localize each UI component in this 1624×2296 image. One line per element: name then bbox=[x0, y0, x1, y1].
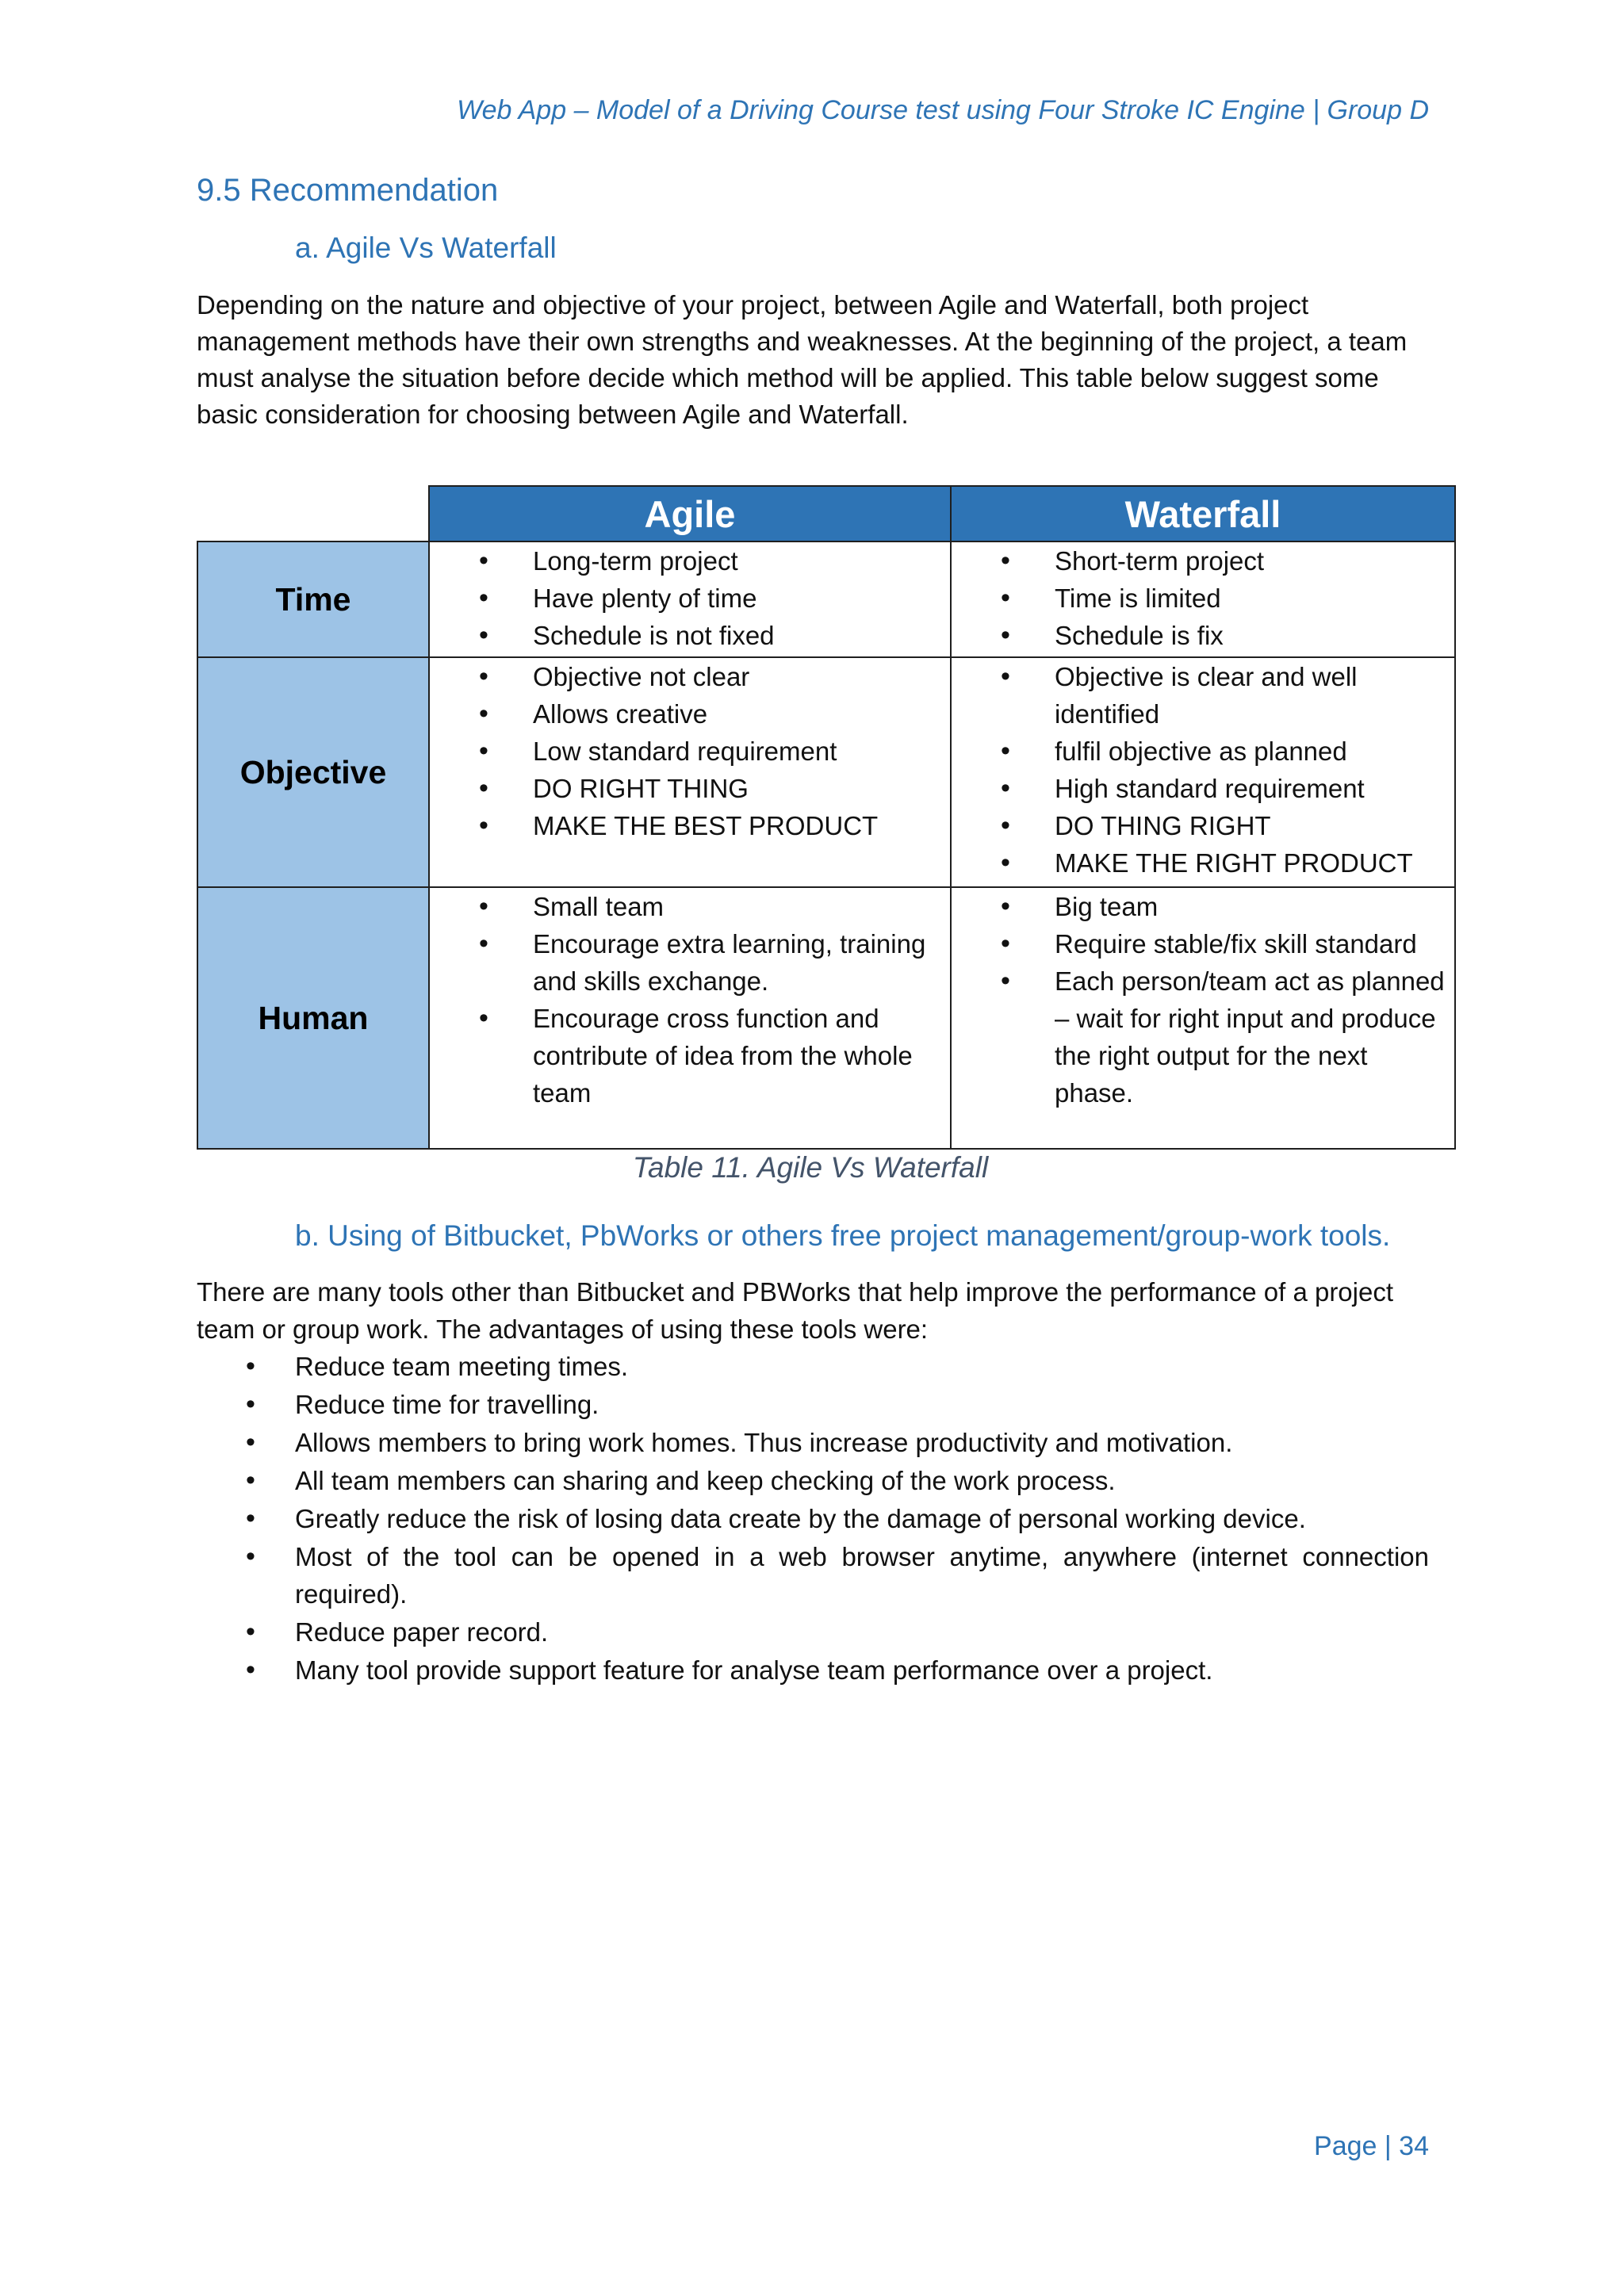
list-item: • DO THING RIGHT bbox=[952, 807, 1454, 844]
list-item: • Short-term project bbox=[952, 542, 1454, 580]
list-item: • MAKE THE RIGHT PRODUCT bbox=[952, 844, 1454, 882]
list-item: • Long-term project bbox=[430, 542, 950, 580]
tools-intro-paragraph: There are many tools other than Bitbucket and PBWorks that help improve the performance of a project team or group work. The advantages of using these tools were: bbox=[197, 1277, 1394, 1344]
subheading-agile-vs-waterfall: a. Agile Vs Waterfall bbox=[295, 232, 557, 264]
list-item: • Objective not clear bbox=[430, 658, 950, 695]
list-item: • Most of the tool can be opened in a web browser anytime, anywhere (internet connection required). bbox=[197, 1538, 1429, 1613]
list-item: • All team members can sharing and keep checking of the work process. bbox=[197, 1462, 1429, 1499]
list-item: • Low standard requirement bbox=[430, 733, 950, 770]
column-header-waterfall: Waterfall bbox=[951, 486, 1455, 541]
list-item: • Big team bbox=[952, 888, 1454, 925]
list-item: • Each person/team act as planned – wait for right input and produce the right output for the next phase. bbox=[952, 962, 1454, 1112]
table-row-human bbox=[197, 887, 1455, 1149]
cell-time-agile bbox=[429, 541, 951, 657]
table-row-objective bbox=[197, 657, 1455, 887]
list-item: • Greatly reduce the risk of losing data create by the damage of personal working device. bbox=[197, 1500, 1429, 1537]
table-corner bbox=[197, 486, 429, 541]
list-item: • DO RIGHT THING bbox=[430, 770, 950, 807]
list-item: • MAKE THE BEST PRODUCT bbox=[430, 807, 950, 844]
table-header-row bbox=[197, 486, 1455, 541]
cell-human-waterfall bbox=[951, 887, 1455, 1149]
table-row-time bbox=[197, 541, 1455, 657]
list-item: • Many tool provide support feature for analyse team performance over a project. bbox=[197, 1651, 1429, 1689]
cell-human-agile bbox=[429, 887, 951, 1149]
list-item: • Encourage cross function and contribute of idea from the whole team bbox=[430, 1000, 950, 1112]
list-item: • Allows creative bbox=[430, 695, 950, 733]
table-caption-text: Table 11. Agile Vs Waterfall bbox=[632, 1151, 989, 1184]
list-item: • fulfil objective as planned bbox=[952, 733, 1454, 770]
list-item: • Allows members to bring work homes. Thus increase productivity and motivation. bbox=[197, 1424, 1429, 1461]
list-item: • Have plenty of time bbox=[430, 580, 950, 617]
subheading-tools: b. Using of Bitbucket, PbWorks or others free project management/group-work tools. bbox=[295, 1219, 1391, 1252]
page-number: Page | 34 bbox=[1314, 2131, 1429, 2161]
comparison-table bbox=[197, 485, 1456, 1150]
list-item: • Require stable/fix skill standard bbox=[952, 925, 1454, 962]
list-item: • Schedule is fix bbox=[952, 617, 1454, 654]
row-header-objective: Objective bbox=[197, 657, 429, 887]
list-item: • Reduce time for travelling. bbox=[197, 1386, 1429, 1423]
section-heading: 9.5 Recommendation bbox=[197, 173, 499, 208]
list-item: • Objective is clear and well identified bbox=[952, 658, 1454, 733]
row-header-human: Human bbox=[197, 887, 429, 1149]
row-header-time: Time bbox=[197, 541, 429, 657]
table-caption bbox=[0, 1151, 1624, 1184]
list-item: • Reduce paper record. bbox=[197, 1613, 1429, 1651]
list-item: • Time is limited bbox=[952, 580, 1454, 617]
column-header-agile: Agile bbox=[429, 486, 951, 541]
cell-time-waterfall bbox=[951, 541, 1455, 657]
list-item: • High standard requirement bbox=[952, 770, 1454, 807]
cell-objective-agile bbox=[429, 657, 951, 887]
intro-paragraph: Depending on the nature and objective of your project, between Agile and Waterfall, both project management methods have their own strengths and weaknesses. At the beginning of the project, a team must analyse the situation before decide which method will be applied. This table below suggest some basic consideration for choosing between Agile and Waterfall. bbox=[197, 290, 1408, 429]
list-item: • Small team bbox=[430, 888, 950, 925]
advantages-list bbox=[197, 1348, 1429, 1689]
list-item: • Reduce team meeting times. bbox=[197, 1348, 1429, 1385]
list-item: • Encourage extra learning, training and skills exchange. bbox=[430, 925, 950, 1000]
list-item: • Schedule is not fixed bbox=[430, 617, 950, 654]
running-header: Web App – Model of a Driving Course test using Four Stroke IC Engine | Group D bbox=[457, 95, 1429, 125]
cell-objective-waterfall bbox=[951, 657, 1455, 887]
